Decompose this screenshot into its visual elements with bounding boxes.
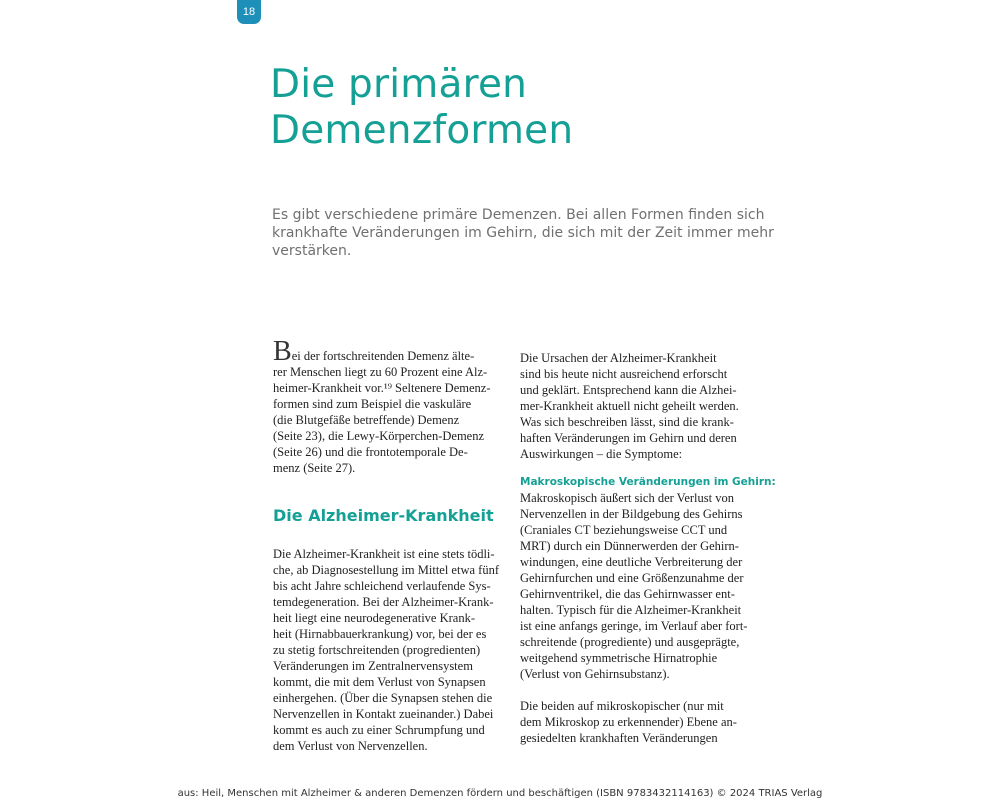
text-line: (Verlust von Gehirnsubstanz). bbox=[520, 667, 670, 681]
text-line: rer Menschen liegt zu 60 Prozent eine Alz- bbox=[273, 365, 488, 379]
text-line: MRT) durch ein Dünnerwerden der Gehirn- bbox=[520, 539, 739, 553]
lead-line: krankhafte Veränderungen im Gehirn, die sich mit der Zeit immer mehr bbox=[272, 225, 774, 241]
left-column bbox=[273, 336, 499, 754]
text-line: Auswirkungen – die Symptome: bbox=[520, 447, 683, 461]
text-line: kommt, die mit dem Verlust von Synapsen bbox=[273, 675, 486, 689]
title-line: Demenzformen bbox=[270, 108, 574, 153]
drop-cap: B bbox=[273, 336, 292, 367]
microscopic-paragraph bbox=[520, 698, 750, 746]
text-line: (Seite 23), die Lewy-Körperchen-Demenz bbox=[273, 429, 485, 443]
text-line: che, ab Diagnosestellung im Mittel etwa fünf bbox=[273, 563, 499, 577]
text-line: Die Alzheimer-Krankheit ist eine stets tödli- bbox=[273, 547, 495, 561]
text-line: heit liegt eine neurodegenerative Krank- bbox=[273, 611, 475, 625]
text-line: (Craniales CT beziehungsweise CCT und bbox=[520, 523, 728, 537]
title-line: Die primären bbox=[270, 62, 528, 107]
text-line: kommt es auch zu einer Schrumpfung und bbox=[273, 723, 485, 737]
text-line: dem Mikroskop zu erkennender) Ebene an- bbox=[520, 715, 737, 729]
text-line: heimer-Krankheit vor.¹⁹ Seltenere Demenz- bbox=[273, 381, 491, 395]
text-line: Die Ursachen der Alzheimer-Krankheit bbox=[520, 351, 717, 365]
macroscopic-paragraph bbox=[520, 474, 776, 682]
causes-paragraph bbox=[520, 350, 750, 462]
lead-line: verstärken. bbox=[272, 243, 352, 259]
text-line: mer-Krankheit aktuell nicht geheilt werden. bbox=[520, 399, 739, 413]
text-line: ist eine anfangs geringe, im Verlauf aber fort- bbox=[520, 619, 748, 633]
text-line: heit (Hirnabbauerkrankung) vor, bei der es bbox=[273, 627, 487, 641]
text-line: weitgehend symmetrische Hirnatrophie bbox=[520, 651, 718, 665]
footer-citation: aus: Heil, Menschen mit Alzheimer & anderen Demenzen fördern und beschäftigen (ISBN 9783432114163) © 2024 TRIAS Verlag bbox=[177, 788, 823, 799]
section-heading: Die Alzheimer-Krankheit bbox=[273, 506, 494, 525]
text-line: (Seite 26) und die frontotemporale De- bbox=[273, 445, 468, 459]
body-paragraph bbox=[273, 546, 498, 754]
lead-paragraph bbox=[272, 206, 774, 260]
text-line: Veränderungen im Zentralnervensystem bbox=[273, 659, 473, 673]
text-line: Die beiden auf mikroskopischer (nur mit bbox=[520, 699, 724, 713]
text-line: (die Blutgefäße betreffende) Demenz bbox=[273, 413, 460, 427]
text-line: und geklärt. Entsprechend kann die Alzhei- bbox=[520, 383, 737, 397]
text-line: Gehirnventrikel, die das Gehirnwasser ent- bbox=[520, 587, 735, 601]
page-number-badge: 18 bbox=[237, 0, 261, 24]
text-line: windungen, eine deutliche Verbreiterung der bbox=[520, 555, 743, 569]
inline-heading: Makroskopische Veränderungen im Gehirn: bbox=[520, 476, 776, 488]
text-line: sind bis heute nicht ausreichend erforscht bbox=[520, 367, 728, 381]
text-line: einhergehen. (Über die Synapsen stehen die bbox=[273, 691, 493, 705]
page-title bbox=[270, 62, 573, 154]
text-line: Bei der fortschreitenden Demenz älte- bbox=[273, 336, 475, 367]
text-line: dem Verlust von Nervenzellen. bbox=[273, 739, 428, 753]
text-line: zu stetig fortschreitenden (progredienten) bbox=[273, 643, 481, 657]
text-line: temdegeneration. Bei der Alzheimer-Krank- bbox=[273, 595, 494, 609]
lead-line: Es gibt verschiedene primäre Demenzen. Bei allen Formen finden sich bbox=[272, 207, 765, 223]
text-line: formen sind zum Beispiel die vaskuläre bbox=[273, 397, 472, 411]
text-line: menz (Seite 27). bbox=[273, 461, 356, 475]
text-line: gesiedelten krankhaften Veränderungen bbox=[520, 731, 718, 745]
text-line: Was sich beschreiben lässt, sind die krank- bbox=[520, 415, 734, 429]
text-line: Nervenzellen in Kontakt zueinander.) Dabei bbox=[273, 707, 494, 721]
text-line: Gehirnfurchen und eine Größenzunahme der bbox=[520, 571, 744, 585]
text-line: haften Veränderungen im Gehirn und deren bbox=[520, 431, 737, 445]
text-line: Makroskopisch äußert sich der Verlust von bbox=[520, 491, 734, 505]
right-column bbox=[520, 350, 776, 746]
intro-paragraph bbox=[273, 336, 498, 476]
text-line: schreitende (progrediente) und ausgeprägte, bbox=[520, 635, 740, 649]
text-line: Nervenzellen in der Bildgebung des Gehirns bbox=[520, 507, 743, 521]
text-line: bis acht Jahre schleichend verlaufende Sys- bbox=[273, 579, 491, 593]
text-line: halten. Typisch für die Alzheimer-Krankheit bbox=[520, 603, 742, 617]
